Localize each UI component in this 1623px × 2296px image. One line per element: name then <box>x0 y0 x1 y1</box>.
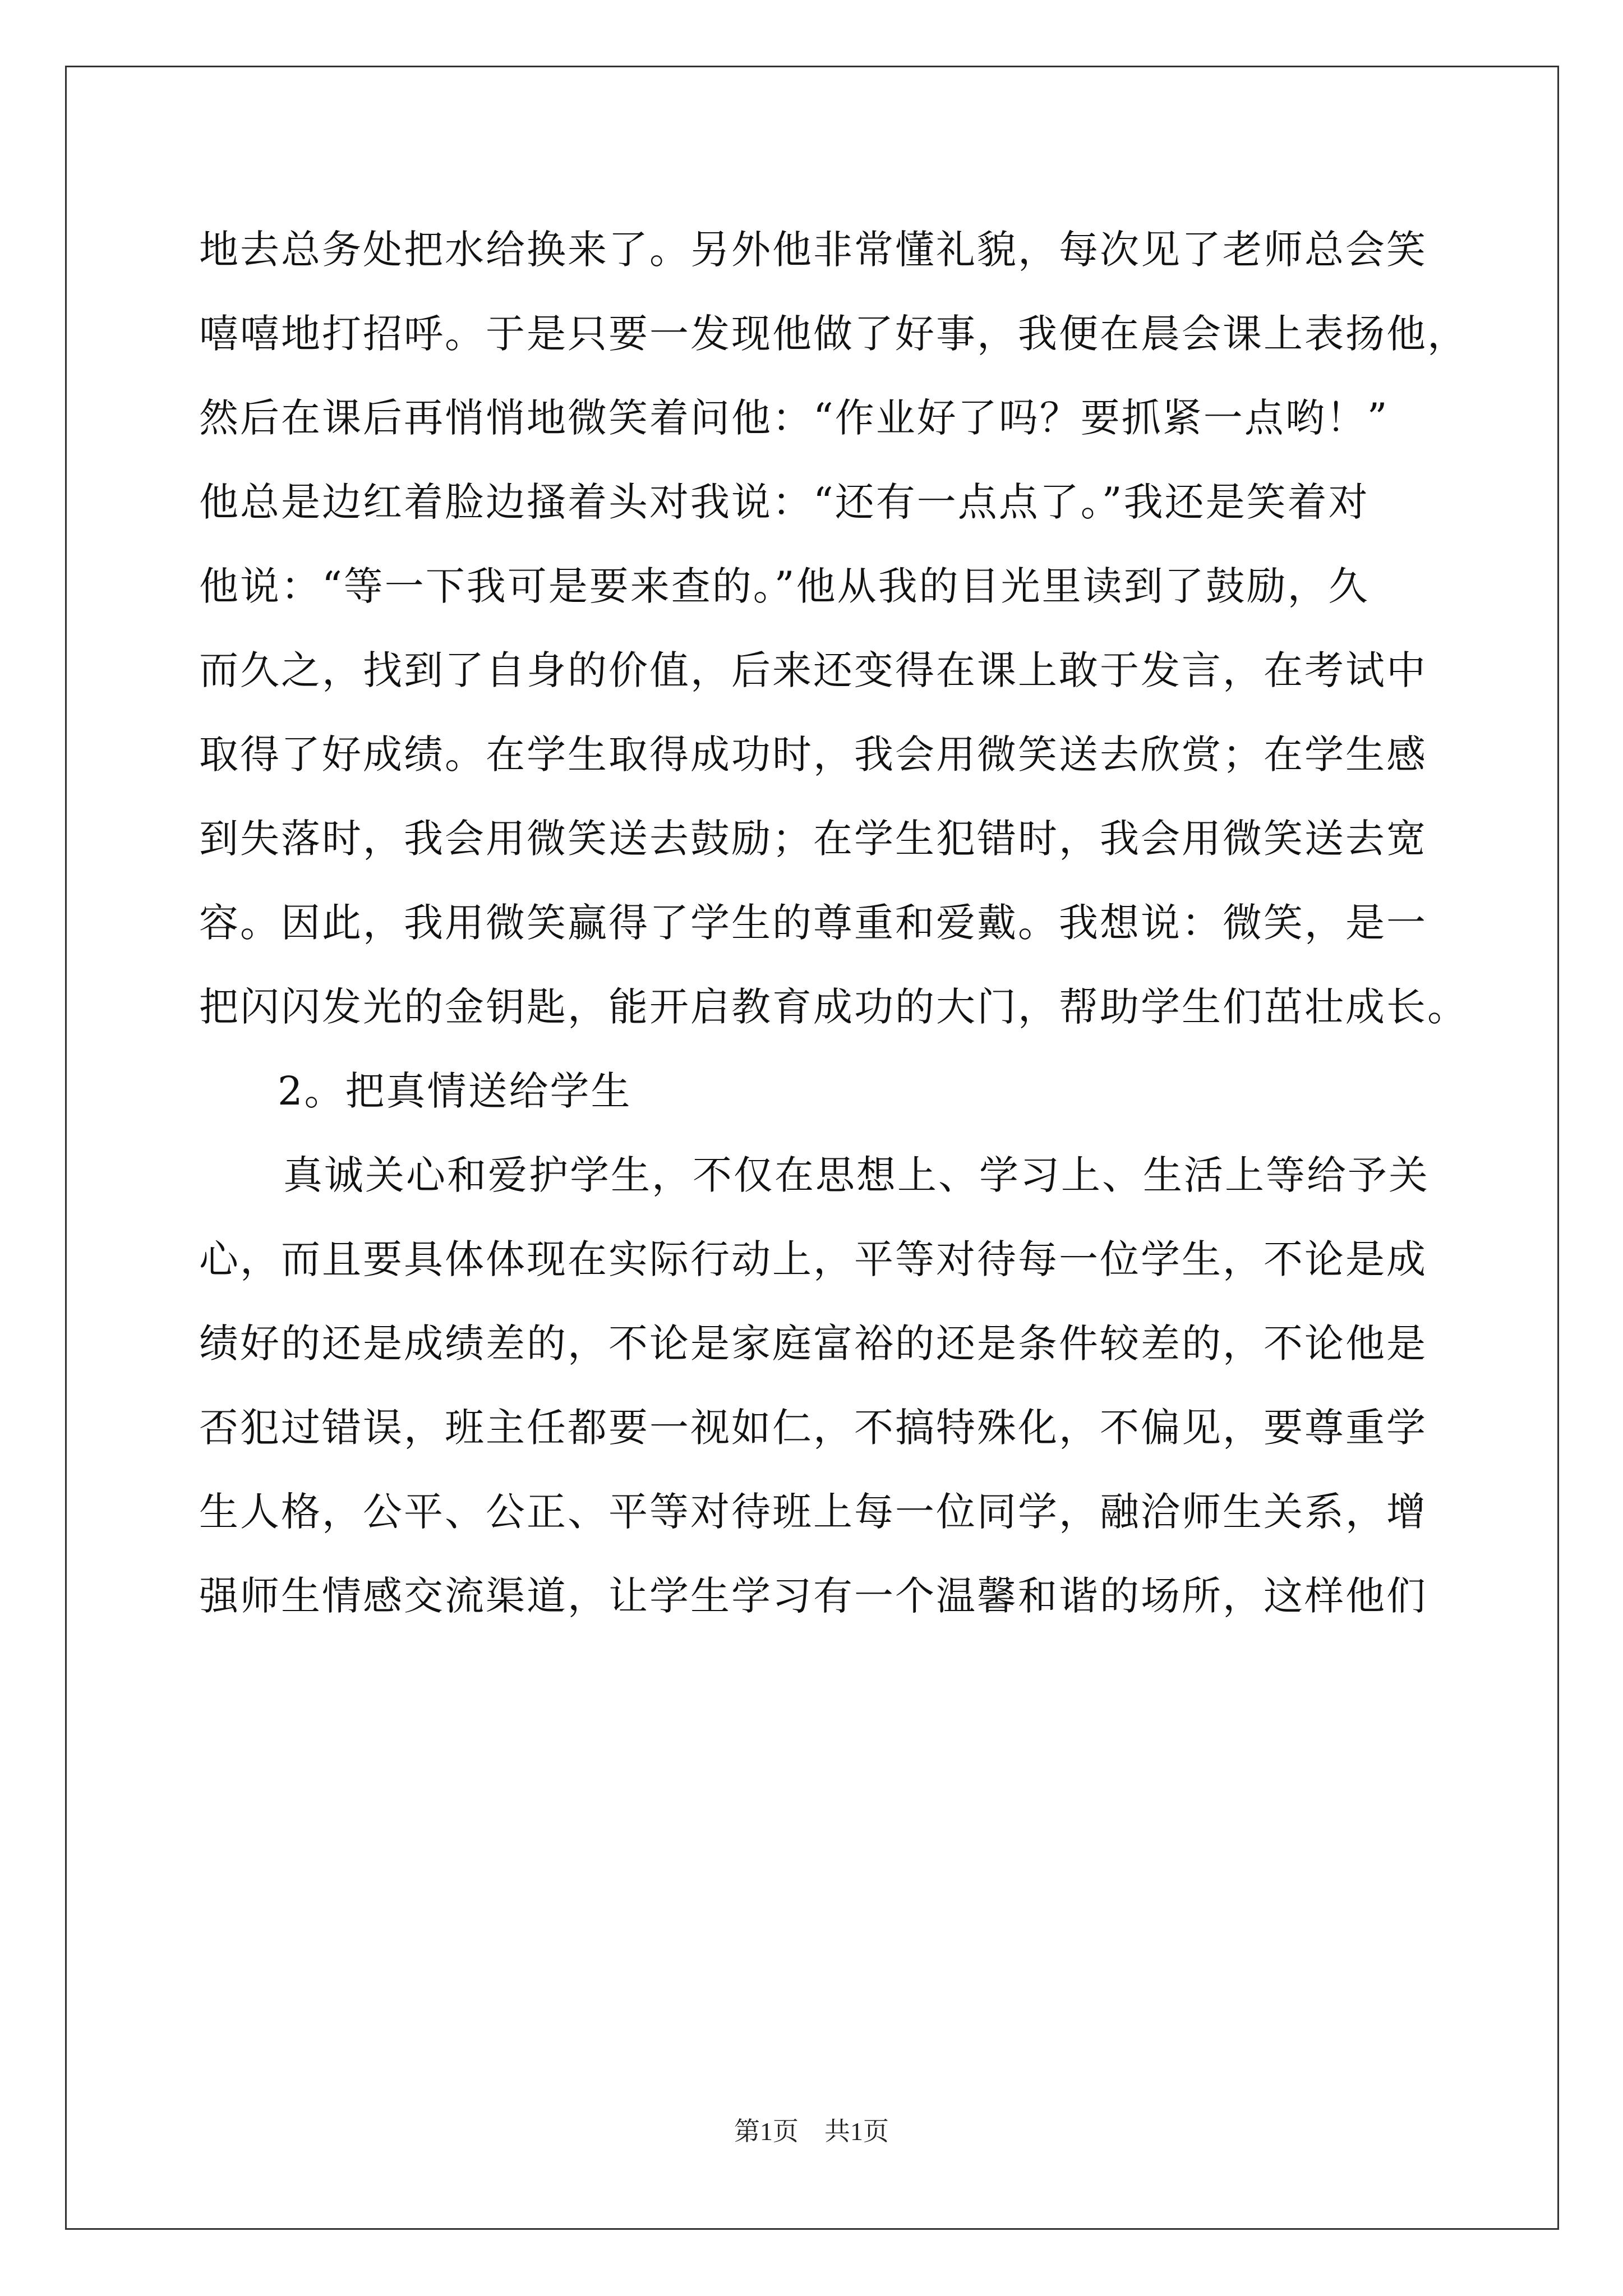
paragraph-2-line: 生人格，公平、公正、平等对待班上每一位同学，融洽师生关系，增 <box>199 1489 1427 1535</box>
paragraph-2-line: 心，而且要具体体现在实际行动上，平等对待每一位学生，不论是成 <box>199 1236 1427 1282</box>
paragraph-1-line: 而久之，找到了自身的价值，后来还变得在课上敢于发言，在考试中 <box>199 647 1427 693</box>
paragraph-2-line: 绩好的还是成绩差的，不论是家庭富裕的还是条件较差的，不论他是 <box>199 1320 1427 1366</box>
paragraph-1-line: 他总是边红着脸边搔着头对我说：“还有一点点了。”我还是笑着对 <box>199 479 1370 525</box>
paragraph-1-line: 地去总务处把水给换来了。另外他非常懂礼貌，每次见了老师总会笑 <box>199 227 1427 273</box>
paragraph-1-line: 到失落时，我会用微笑送去鼓励；在学生犯错时，我会用微笑送去宽 <box>199 816 1427 862</box>
page-number-footer: 第1页 共1页 <box>734 2117 889 2146</box>
paragraph-1-line: 容。因此，我用微笑赢得了学生的尊重和爱戴。我想说：微笑，是一 <box>199 900 1427 946</box>
paragraph-1-line: 然后在课后再悄悄地微笑着问他：“作业好了吗？要抓紧一点哟！” <box>199 395 1389 441</box>
paragraph-1-line: 把闪闪发光的金钥匙，能开启教育成功的大门，帮助学生们茁壮成长。 <box>199 984 1468 1030</box>
section-heading: 2。把真情送给学生 <box>278 1068 632 1114</box>
paragraph-1-line: 嘻嘻地打招呼。于是只要一发现他做了好事，我便在晨会课上表扬他， <box>199 311 1468 357</box>
paragraph-1-line: 他说：“等一下我可是要来查的。”他从我的目光里读到了鼓励，久 <box>199 563 1370 609</box>
paragraph-1-line: 取得了好成绩。在学生取得成功时，我会用微笑送去欣赏；在学生感 <box>199 731 1427 777</box>
paragraph-2-line: 强师生情感交流渠道，让学生学习有一个温馨和谐的场所，这样他们 <box>199 1573 1427 1619</box>
paragraph-2-line: 真诚关心和爱护学生，不仅在思想上、学习上、生活上等给予关 <box>283 1152 1430 1198</box>
document-body <box>199 219 1468 1649</box>
paragraph-2-line: 否犯过错误，班主任都要一视如仁，不搞特殊化，不偏见，要尊重学 <box>199 1405 1427 1451</box>
